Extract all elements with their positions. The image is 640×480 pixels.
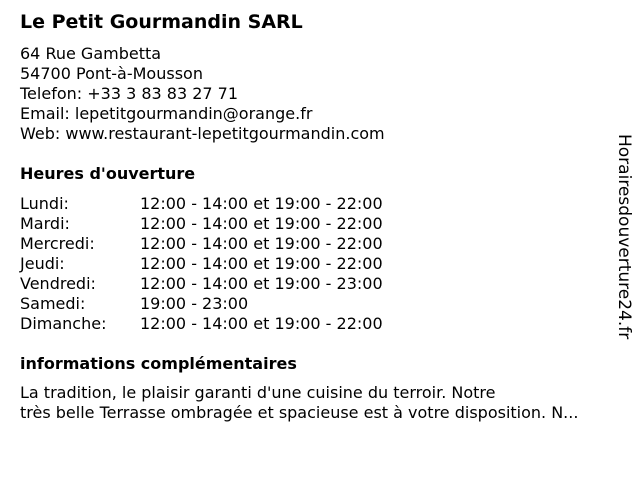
hours-row-vendredi — [20, 274, 440, 294]
website: Web: www.restaurant-lepetitgourmandin.com — [20, 124, 385, 143]
postal-city: 54700 Pont-à-Mousson — [20, 64, 203, 83]
time-value: 12:00 - 14:00 et 19:00 - 22:00 — [140, 214, 383, 233]
day-label: Mercredi: — [20, 234, 95, 253]
day-label: Jeudi: — [20, 254, 65, 273]
business-name: Le Petit Gourmandin SARL — [20, 11, 303, 33]
time-value: 12:00 - 14:00 et 19:00 - 22:00 — [140, 234, 383, 253]
opening-hours-table — [20, 194, 440, 334]
day-label: Mardi: — [20, 214, 70, 233]
day-label: Dimanche: — [20, 314, 107, 333]
street-address: 64 Rue Gambetta — [20, 44, 162, 63]
email-address: Email: lepetitgourmandin@orange.fr — [20, 104, 313, 123]
hours-row-lundi — [20, 194, 440, 214]
hours-row-mardi — [20, 214, 440, 234]
additional-info-text — [20, 383, 630, 423]
time-value: 12:00 - 14:00 et 19:00 - 22:00 — [140, 254, 383, 273]
contact-block — [20, 44, 385, 144]
day-label: Samedi: — [20, 294, 86, 313]
watermark-text: Horairesdouverture24.fr — [614, 134, 634, 340]
additional-info-heading: informations complémentaires — [20, 354, 297, 373]
hours-row-jeudi — [20, 254, 440, 274]
info-line: La tradition, le plaisir garanti d'une cuisine du terroir. Notre — [20, 383, 496, 402]
day-label: Vendredi: — [20, 274, 96, 293]
hours-row-mercredi — [20, 234, 440, 254]
day-label: Lundi: — [20, 194, 69, 213]
time-value: 12:00 - 14:00 et 19:00 - 22:00 — [140, 194, 383, 213]
phone-number: Telefon: +33 3 83 83 27 71 — [20, 84, 239, 103]
time-value: 12:00 - 14:00 et 19:00 - 22:00 — [140, 314, 383, 333]
hours-row-dimanche — [20, 314, 440, 334]
hours-row-samedi — [20, 294, 440, 314]
info-line: très belle Terrasse ombragée et spacieuse est à votre disposition. N... — [20, 403, 579, 422]
time-value: 19:00 - 23:00 — [140, 294, 249, 313]
opening-hours-heading: Heures d'ouverture — [20, 164, 196, 183]
time-value: 12:00 - 14:00 et 19:00 - 23:00 — [140, 274, 383, 293]
